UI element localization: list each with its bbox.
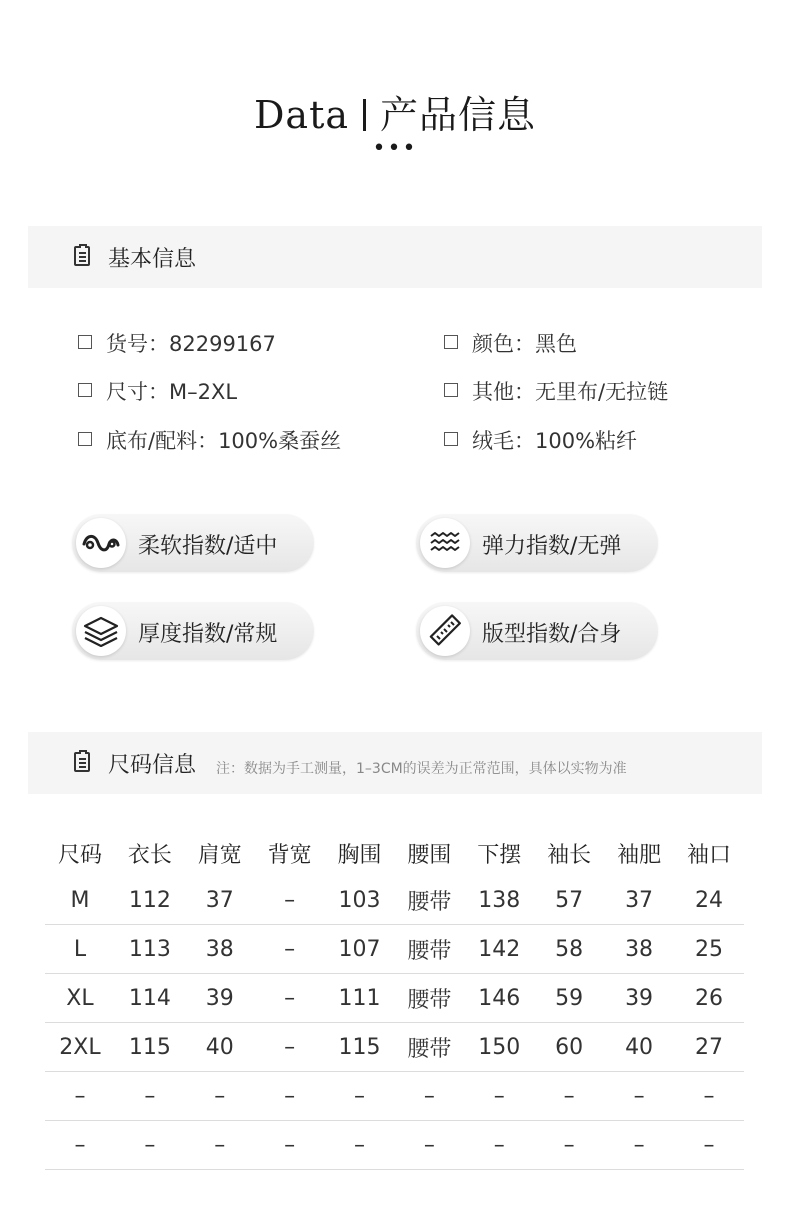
table-cell: –	[255, 1072, 325, 1121]
title-chinese: 产品信息	[380, 93, 537, 137]
table-cell: 150	[464, 1023, 534, 1072]
table-cell: –	[325, 1072, 395, 1121]
basic-info-title: 基本信息	[108, 247, 197, 272]
table-cell: 37	[185, 876, 255, 925]
table-cell: 24	[674, 876, 744, 925]
table-cell: –	[394, 1072, 464, 1121]
title-english: Data	[253, 93, 350, 137]
table-row	[45, 876, 744, 925]
table-cell: 58	[534, 925, 604, 974]
elasticity-index-pill	[416, 514, 658, 572]
table-cell: 113	[115, 925, 185, 974]
clipboard-icon	[74, 752, 90, 772]
table-row	[45, 1023, 744, 1072]
table-cell: –	[534, 1121, 604, 1170]
table-cell: XL	[45, 974, 115, 1023]
table-cell: 114	[115, 974, 185, 1023]
size-table-header-row	[45, 830, 744, 876]
table-cell: 27	[674, 1023, 744, 1072]
table-cell: 138	[464, 876, 534, 925]
table-cell: –	[115, 1072, 185, 1121]
table-cell: –	[604, 1121, 674, 1170]
checkbox-icon	[444, 335, 458, 349]
info-text: 底布/配料：100%桑蚕丝	[106, 429, 342, 453]
table-cell: –	[325, 1121, 395, 1170]
table-cell: –	[115, 1121, 185, 1170]
elasticity-icon	[420, 518, 470, 568]
table-cell: 38	[604, 925, 674, 974]
table-cell: –	[604, 1072, 674, 1121]
table-cell: –	[394, 1121, 464, 1170]
table-cell: 39	[604, 974, 674, 1023]
table-cell: –	[45, 1121, 115, 1170]
softness-index-pill	[72, 514, 314, 572]
header-length: 衣长	[127, 842, 172, 868]
table-cell: –	[674, 1121, 744, 1170]
table-row	[45, 1072, 744, 1121]
fit-ruler-icon	[420, 606, 470, 656]
table-cell: –	[255, 876, 325, 925]
table-cell: 25	[674, 925, 744, 974]
table-row	[45, 925, 744, 974]
title-divider	[363, 99, 366, 131]
table-cell: M	[45, 876, 115, 925]
softness-icon	[76, 518, 126, 568]
table-cell: –	[185, 1072, 255, 1121]
info-item-article-no	[78, 328, 276, 358]
info-text: 绒毛：100%粘纤	[472, 429, 638, 453]
info-item-fabric	[78, 425, 341, 455]
title-dots: •••	[372, 136, 418, 161]
thickness-index-pill	[72, 602, 314, 660]
info-text: 尺寸：M–2XL	[106, 380, 238, 404]
table-cell: –	[464, 1072, 534, 1121]
size-info-title: 尺码信息	[108, 753, 197, 778]
table-cell: 40	[604, 1023, 674, 1072]
table-cell: 142	[464, 925, 534, 974]
table-cell: 112	[115, 876, 185, 925]
checkbox-icon	[78, 383, 92, 397]
table-cell: 60	[534, 1023, 604, 1072]
table-cell: 103	[325, 876, 395, 925]
page-title	[0, 84, 790, 139]
table-cell: 腰带	[394, 876, 464, 925]
table-row	[45, 974, 744, 1023]
table-cell: 37	[604, 876, 674, 925]
header-size: 尺码	[57, 842, 102, 868]
header-sleeve-length: 袖长	[547, 842, 592, 868]
table-cell: 腰带	[394, 1023, 464, 1072]
table-cell: 107	[325, 925, 395, 974]
elasticity-index-label: 弹力指数/无弹	[482, 534, 622, 559]
header-hem: 下摆	[477, 842, 522, 868]
table-cell: 146	[464, 974, 534, 1023]
table-cell: –	[255, 925, 325, 974]
info-item-size	[78, 376, 237, 406]
header-shoulder: 肩宽	[197, 842, 242, 868]
clipboard-icon	[74, 246, 90, 266]
header-cuff: 袖口	[687, 842, 732, 868]
table-row	[45, 1121, 744, 1170]
info-item-other	[444, 376, 668, 406]
table-cell: 腰带	[394, 974, 464, 1023]
info-text: 颜色：黑色	[472, 332, 577, 356]
table-cell: 39	[185, 974, 255, 1023]
table-cell: –	[534, 1072, 604, 1121]
table-cell: 57	[534, 876, 604, 925]
table-cell: 40	[185, 1023, 255, 1072]
size-info-note: 注：数据为手工测量，1–3CM的误差为正常范围，具体以实物为准	[216, 761, 627, 777]
table-cell: 26	[674, 974, 744, 1023]
checkbox-icon	[78, 432, 92, 446]
basic-info-bar	[28, 226, 762, 288]
table-cell: 111	[325, 974, 395, 1023]
table-cell: 38	[185, 925, 255, 974]
table-cell: 59	[534, 974, 604, 1023]
table-cell: –	[255, 974, 325, 1023]
table-cell: 115	[325, 1023, 395, 1072]
checkbox-icon	[444, 432, 458, 446]
thickness-icon	[76, 606, 126, 656]
info-text: 货号：82299167	[106, 332, 276, 356]
table-cell: L	[45, 925, 115, 974]
softness-index-label: 柔软指数/适中	[138, 534, 278, 559]
size-table	[45, 830, 744, 1170]
header-back: 背宽	[267, 842, 312, 868]
fit-index-pill	[416, 602, 658, 660]
table-cell: –	[45, 1072, 115, 1121]
info-text: 其他：无里布/无拉链	[472, 380, 669, 404]
table-cell: –	[255, 1121, 325, 1170]
info-item-color	[444, 328, 577, 358]
table-cell: –	[185, 1121, 255, 1170]
fit-index-label: 版型指数/合身	[482, 622, 622, 647]
checkbox-icon	[444, 383, 458, 397]
info-item-pile	[444, 425, 637, 455]
header-chest: 胸围	[337, 842, 382, 868]
table-cell: 腰带	[394, 925, 464, 974]
table-cell: 115	[115, 1023, 185, 1072]
header-sleeve-width: 袖肥	[617, 842, 662, 868]
header-waist: 腰围	[407, 842, 452, 868]
table-cell: –	[464, 1121, 534, 1170]
table-cell: –	[255, 1023, 325, 1072]
checkbox-icon	[78, 335, 92, 349]
table-cell: –	[674, 1072, 744, 1121]
size-info-bar	[28, 732, 762, 794]
table-cell: 2XL	[45, 1023, 115, 1072]
thickness-index-label: 厚度指数/常规	[138, 622, 278, 647]
